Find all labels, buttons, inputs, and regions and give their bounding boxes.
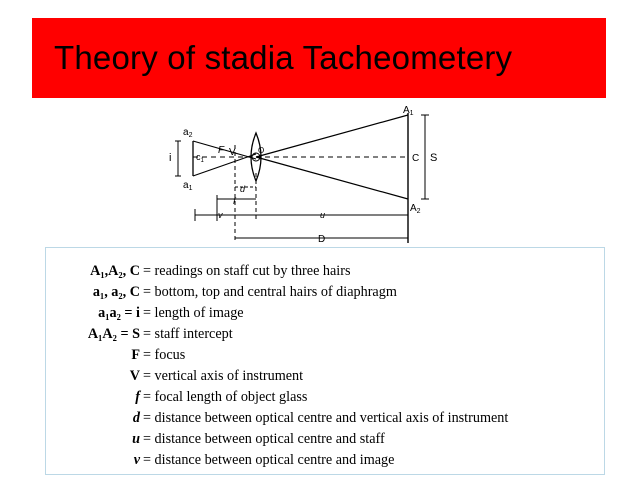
legend-row-d (46, 410, 604, 428)
label-a1: $a_1$ (183, 180, 193, 192)
ray-upper-staff (256, 115, 408, 157)
legend-symbol: a₁, a₂, C (92, 284, 140, 300)
legend-row-u (46, 431, 604, 449)
legend-row-focal-length (46, 389, 604, 407)
legend-definition: = distance between optical centre and image (143, 452, 395, 468)
label-V: V (229, 147, 236, 158)
legend-definition: = bottom, top and central hairs of diaphragm (143, 284, 397, 300)
legend-definition: = focal length of object glass (143, 389, 308, 405)
legend-definition: = distance between optical centre and vertical axis of instrument (143, 410, 509, 426)
legend-symbol: v (133, 452, 140, 468)
legend-symbol: u (132, 431, 140, 447)
legend-definition: = vertical axis of instrument (143, 368, 304, 384)
title-bar (32, 18, 606, 98)
legend-row-vertical-axis (46, 368, 604, 386)
label-i: i (169, 152, 172, 164)
label-F: F (218, 145, 225, 156)
label-d: d (240, 184, 246, 194)
legend-symbol: A₁,A₂, C (90, 263, 140, 279)
legend-symbol: a₁a₂ = i (98, 305, 140, 321)
legend-row-staff-intercept (46, 326, 604, 344)
label-c1: $c_1$ (196, 152, 204, 164)
label-u: u (320, 210, 326, 220)
legend-row-image-length (46, 305, 604, 323)
label-S: S (430, 152, 438, 164)
ray-lower-staff (256, 157, 408, 199)
legend-row-focus (46, 347, 604, 365)
stadia-diagram (160, 103, 460, 248)
label-O: O (258, 146, 265, 155)
ray-upper-image (193, 141, 256, 159)
label-f: f (233, 196, 236, 206)
legend-symbol: f (135, 389, 140, 405)
legend-definition: = focus (143, 347, 186, 363)
legend-row-v (46, 452, 604, 470)
legend-row-staff-readings (46, 263, 604, 281)
page-title: Theory of stadia Tacheometery (54, 39, 513, 76)
label-v: v (218, 210, 223, 220)
legend-definition: = readings on staff cut by three hairs (143, 263, 351, 279)
legend-symbol: V (129, 368, 140, 384)
legend-definition: = staff intercept (143, 326, 233, 342)
legend-definition: = length of image (143, 305, 244, 321)
legend-symbol: A₁A₂ = S (87, 326, 140, 342)
label-a2: $a_2$ (183, 127, 193, 139)
legend-row-hairs (46, 284, 604, 302)
label-A2: $A_2$ (410, 203, 421, 215)
label-C: C (412, 153, 420, 164)
label-D: D (318, 234, 326, 245)
legend-box (45, 247, 605, 475)
label-A1: $A_1$ (403, 105, 414, 117)
legend-symbol: F (131, 347, 140, 363)
legend-symbol: d (132, 410, 140, 426)
legend-definition: = distance between optical centre and staff (143, 431, 385, 447)
